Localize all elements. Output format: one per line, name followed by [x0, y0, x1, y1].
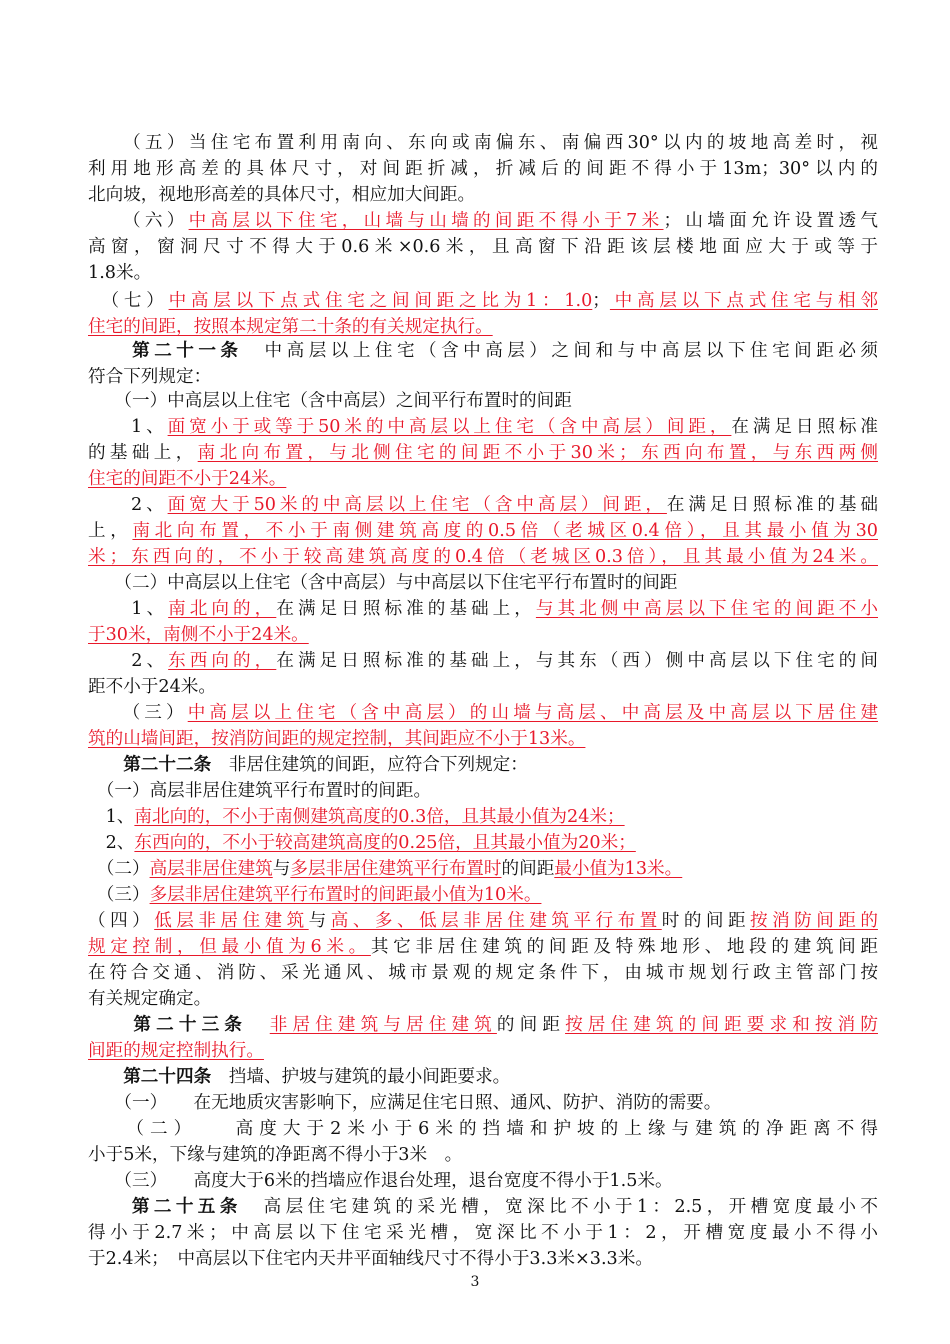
text-line	[88, 778, 878, 804]
text-segment: 高层住宅建筑的采光槽，宽深比不小于1：2.5，开槽宽度最小不	[241, 1197, 878, 1217]
text-segment: （一） 在无地质灾害影响下，应满足住宅日照、通风、防护、消防的需要。	[88, 1093, 722, 1113]
text-line	[88, 260, 878, 286]
highlighted-clause: 住宅的间距，按照本规定第二十条的有关规定执行。	[88, 317, 493, 337]
highlighted-clause: 多层非居住建筑平行布置时的间距最小值为10米。	[149, 885, 542, 905]
text-segment	[247, 1015, 270, 1035]
highlighted-clause: 中高层以下点式住宅与相邻	[609, 291, 878, 311]
text-segment: 的间距	[501, 859, 555, 879]
text-line	[88, 752, 878, 778]
highlighted-clause: 中高层以上住宅（含中高层）的山墙与高层、中高层及中高层以下居住建	[187, 703, 878, 723]
text-segment: 1、	[88, 807, 135, 827]
page-number: 3	[470, 1274, 480, 1290]
text-segment: 上，	[88, 521, 133, 541]
text-segment: （三） 高度大于6米的挡墙应作退台处理，退台宽度不得小于1.5米。	[88, 1171, 673, 1191]
text-segment: 在满足日照标准	[731, 417, 878, 437]
text-line	[88, 648, 878, 674]
highlighted-clause: 高、多、低层非居住建筑平行布置	[330, 911, 662, 931]
text-segment: 1.8米。	[88, 263, 152, 283]
text-line	[88, 440, 878, 466]
highlighted-clause: 东西向的，不小于较高建筑高度的0.25倍，且其最小值为20米；	[134, 833, 636, 853]
highlighted-clause: 低层非居住建筑	[154, 911, 309, 931]
text-line	[88, 414, 878, 440]
text-line	[88, 492, 878, 518]
highlighted-clause: 南北向布置，不小于南侧建筑高度的0.5倍（老城区0.4倍），且其最小值为30	[132, 521, 878, 541]
text-line	[88, 130, 878, 156]
text-line	[88, 674, 878, 700]
highlighted-clause: 住宅的间距不小于24米。	[88, 469, 287, 489]
text-line	[88, 726, 878, 752]
text-segment: 在满足日照标准的基础上，与其东（西）侧中高层以下住宅的间	[276, 651, 878, 671]
text-segment: （二）	[88, 859, 150, 879]
text-line	[88, 466, 878, 492]
text-line	[88, 804, 878, 830]
text-segment: （六）	[88, 211, 189, 231]
text-segment: 与	[308, 911, 331, 931]
text-segment: 符合下列规定：	[88, 367, 212, 387]
text-line	[88, 856, 878, 882]
highlighted-clause: 高层非居住建筑	[149, 859, 273, 879]
text-line	[88, 1220, 878, 1246]
text-line	[88, 908, 878, 934]
text-segment: 挡墙、护坡与建筑的最小间距要求。	[211, 1067, 511, 1087]
text-segment: 在符合交通、消防、采光通风、城市景观的规定条件下，由城市规划行政主管部门按	[88, 963, 878, 983]
article-heading: 第二十一条	[88, 340, 243, 361]
text-segment: （七）	[88, 291, 169, 311]
text-line	[88, 182, 878, 208]
text-segment: ；山墙面允许设置透气	[663, 211, 878, 231]
article-heading: 第二十三条	[88, 1014, 248, 1035]
text-line	[88, 882, 878, 908]
text-segment: 2、	[88, 495, 168, 515]
text-segment: 时的间距	[661, 911, 751, 931]
text-segment: 在满足日照标准的基础	[666, 495, 878, 515]
highlighted-clause: 规定控制，但最小值为6米。	[88, 937, 371, 957]
text-segment: 小于5米，下缘与建筑的净距离不得小于3米 。	[88, 1145, 463, 1165]
text-segment: 的基础上，	[88, 443, 198, 463]
text-segment: 2、	[88, 833, 135, 853]
text-segment: （五）当住宅布置利用南向、东向或南偏东、南偏西30°以内的坡地高差时，视	[88, 133, 878, 153]
text-segment: 得小于2.7米；中高层以下住宅采光槽，宽深比不小于1：2，开槽宽度最小不得小	[88, 1223, 878, 1243]
text-segment: 距不小于24米。	[88, 677, 216, 697]
text-line	[88, 208, 878, 234]
text-segment: 的间距	[496, 1015, 566, 1035]
text-line	[88, 1194, 878, 1220]
highlighted-clause: 面宽大于50米的中高层以上住宅（含中高层）间距，	[167, 495, 667, 515]
text-segment: 其它非居住建筑的间距及特殊地形、地段的建筑间距	[370, 937, 878, 957]
highlighted-clause: 与其北侧中高层以下住宅的间距不小	[535, 599, 878, 619]
text-line	[88, 1012, 878, 1038]
highlighted-clause: 按居住建筑的间距要求和按消防	[565, 1015, 878, 1035]
highlighted-clause: 东西向的，	[168, 651, 277, 671]
highlighted-clause: 最小值为13米。	[554, 859, 683, 879]
text-segment: （三）	[88, 885, 150, 905]
text-segment: 利用地形高差的具体尺寸，对间距折减，折减后的间距不得小于13m；30°以内的	[88, 159, 878, 179]
text-segment: 北向坡，视地形高差的具体尺寸，相应加大间距。	[88, 185, 476, 205]
text-line	[88, 700, 878, 726]
text-line	[88, 1090, 878, 1116]
text-segment: 于2.4米； 中高层以下住宅内天井平面轴线尺寸不得小于3.3米×3.3米。	[88, 1249, 653, 1269]
text-segment: 有关规定确定。	[88, 989, 212, 1009]
text-line	[88, 388, 878, 414]
text-line	[88, 960, 878, 986]
text-line	[88, 338, 878, 364]
highlighted-clause: 面宽小于或等于50米的中高层以上住宅（含中高层）间距，	[167, 417, 732, 437]
text-line	[88, 1246, 878, 1272]
text-line	[88, 1168, 878, 1194]
text-segment: ；	[592, 291, 610, 311]
text-line	[88, 1064, 878, 1090]
text-segment: （二）中高层以上住宅（含中高层）与中高层以下住宅平行布置时的间距	[88, 573, 678, 593]
highlighted-clause: 于30米，南侧不小于24米。	[88, 625, 309, 645]
article-heading: 第二十五条	[88, 1196, 242, 1217]
text-segment: 与	[272, 859, 291, 879]
text-line	[88, 364, 878, 390]
highlighted-clause: 非居住建筑与居住建筑	[269, 1015, 497, 1035]
text-line	[88, 288, 878, 314]
text-line	[88, 234, 878, 260]
text-segment: 2、	[88, 651, 169, 671]
text-segment: （三）	[88, 703, 188, 723]
highlighted-clause: 筑的山墙间距，按消防间距的规定控制，其间距应不小于13米。	[88, 729, 586, 749]
text-line	[88, 934, 878, 960]
article-heading: 第二十二条	[88, 754, 212, 775]
highlighted-clause: 中高层以下点式住宅之间间距之比为1：1.0	[168, 291, 593, 311]
text-segment: 1、	[88, 599, 169, 619]
text-segment: （二） 高度大于2米小于6米的挡墙和护坡的上缘与建筑的净距离不得	[88, 1119, 878, 1139]
text-segment: （一）中高层以上住宅（含中高层）之间平行布置时的间距	[88, 391, 572, 411]
text-segment: （一）高层非居住建筑平行布置时的间距。	[88, 781, 432, 801]
text-line	[88, 156, 878, 182]
text-segment: 中高层以上住宅（含中高层）之间和与中高层以下住宅间距必须	[242, 341, 878, 361]
text-segment: 1、	[88, 417, 168, 437]
highlighted-clause: 米；东西向的，不小于较高建筑高度的0.4倍（老城区0.3倍），且其最小值为24米。	[88, 547, 878, 567]
text-line	[88, 596, 878, 622]
text-line	[88, 622, 878, 648]
text-line	[88, 518, 878, 544]
text-line	[88, 1116, 878, 1142]
highlighted-clause: 南北向的，不小于南侧建筑高度的0.3倍，且其最小值为24米；	[134, 807, 625, 827]
highlighted-clause: 中高层以下住宅，山墙与山墙的间距不得小于7米	[188, 211, 664, 231]
text-line	[88, 314, 878, 340]
text-segment: 非居住建筑的间距，应符合下列规定：	[211, 755, 528, 775]
highlighted-clause: 间距的规定控制执行。	[88, 1041, 264, 1061]
article-heading: 第二十四条	[88, 1066, 212, 1087]
highlighted-clause: 按消防间距的	[750, 911, 878, 931]
text-line	[88, 544, 878, 570]
text-line	[88, 1142, 878, 1168]
text-segment: 高窗，窗洞尺寸不得大于0.6米×0.6米，且高窗下沿距该层楼地面应大于或等于	[88, 237, 878, 257]
highlighted-clause: 南北向的，	[168, 599, 277, 619]
text-line	[88, 570, 878, 596]
highlighted-clause: 多层非居住建筑平行布置时	[290, 859, 502, 879]
text-line	[88, 830, 878, 856]
text-segment: 在满足日照标准的基础上，	[276, 599, 536, 619]
text-segment: （四）	[88, 911, 155, 931]
text-line	[88, 1038, 878, 1064]
text-line	[88, 986, 878, 1012]
highlighted-clause: 南北向布置，与北侧住宅的间距不小于30米；东西向布置，与东西两侧	[197, 443, 878, 463]
